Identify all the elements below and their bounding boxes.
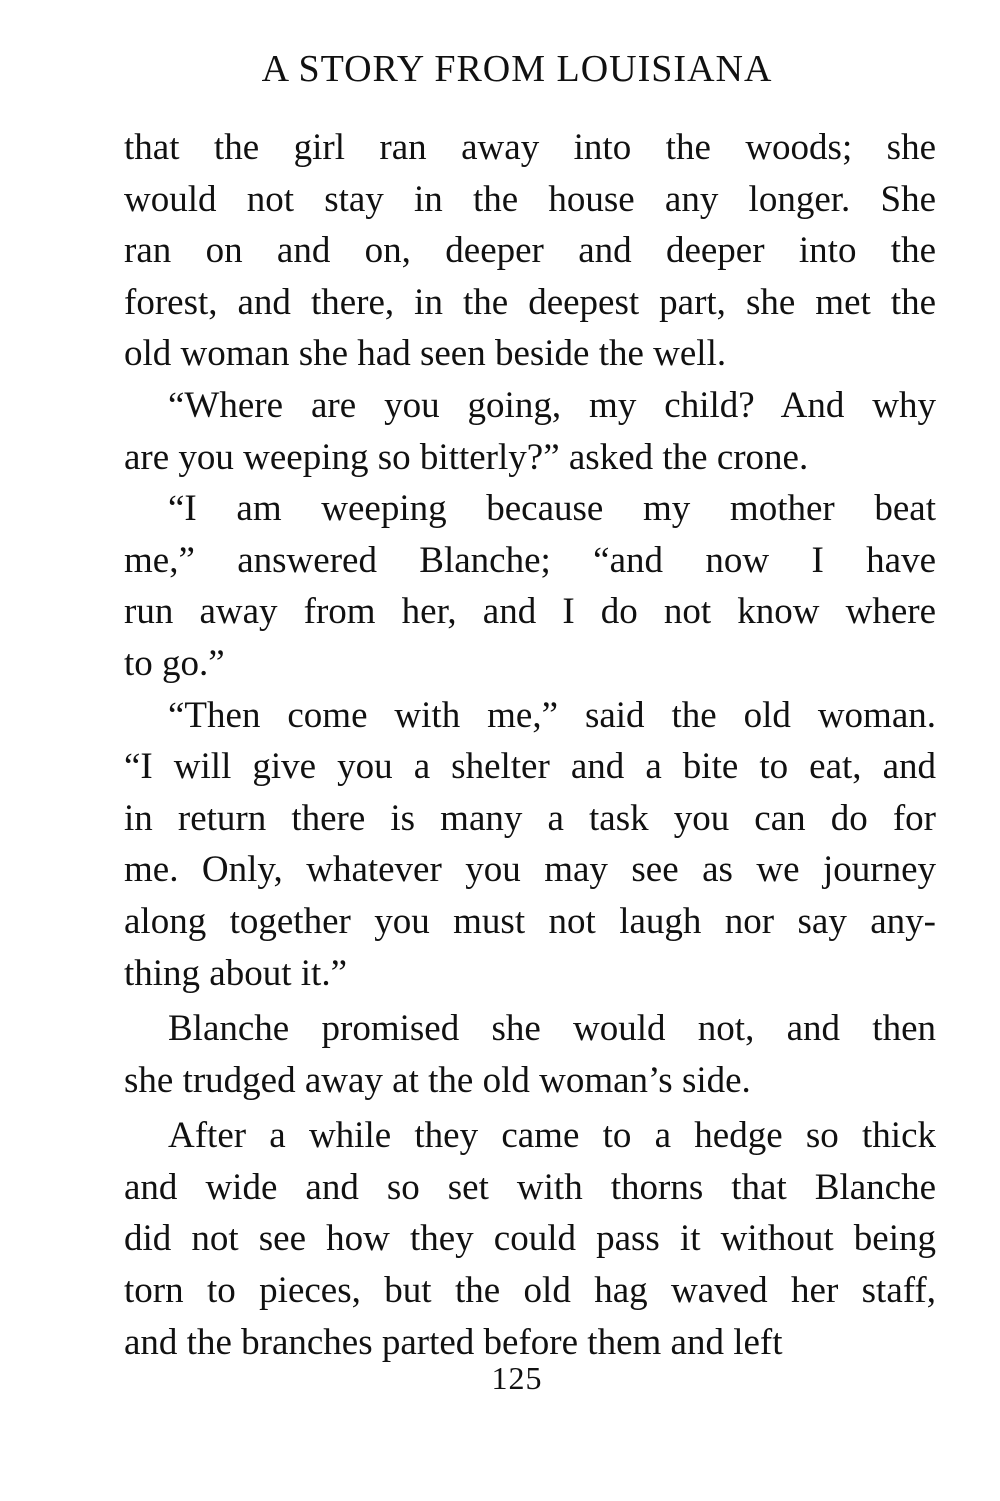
- text-line: along together you must not laugh nor say any-: [124, 900, 936, 942]
- paragraph: [124, 483, 936, 689]
- text-line: “Then come with me,” said the old woman.: [168, 694, 936, 736]
- text-line: in return there is many a task you can do for: [124, 797, 936, 839]
- text-line: to go.”: [124, 642, 225, 684]
- text-line: “Where are you going, my child? And why: [168, 384, 936, 426]
- text-line: and the branches parted before them and left: [124, 1321, 783, 1363]
- text-line: Blanche promised she would not, and then: [168, 1008, 936, 1050]
- text-line: run away from her, and I do not know where: [124, 591, 936, 633]
- text-line: After a while they came to a hedge so thick: [168, 1115, 936, 1157]
- text-line: would not stay in the house any longer. She: [124, 178, 936, 220]
- text-line: old woman she had seen beside the well.: [124, 333, 727, 375]
- text-line: thing about it.”: [124, 952, 347, 994]
- paragraph: [124, 690, 936, 1000]
- text-line: me,” answered Blanche; “and now I have: [124, 539, 936, 581]
- text-line: are you weeping so bitterly?” asked the crone.: [124, 436, 809, 478]
- text-line: torn to pieces, but the old hag waved her staff,: [124, 1270, 936, 1312]
- text-line: did not see how they could pass it without being: [124, 1218, 936, 1260]
- text-line: she trudged away at the old woman’s side.: [124, 1059, 751, 1101]
- paragraph: [124, 380, 936, 483]
- text-line: that the girl ran away into the woods; she: [124, 127, 936, 168]
- page-number: 125: [491, 1360, 543, 1396]
- paragraph: [124, 1003, 936, 1106]
- text-line: “I will give you a shelter and a bite to eat, and: [124, 746, 936, 788]
- paragraph: [124, 122, 936, 380]
- running-head: A STORY FROM LOUISIANA: [261, 48, 773, 90]
- text-line: “I am weeping because my mother beat: [168, 488, 936, 530]
- text-line: ran on and on, deeper and deeper into the: [124, 230, 936, 272]
- body-text: [124, 122, 936, 1368]
- text-line: and wide and so set with thorns that Blanche: [124, 1166, 936, 1208]
- text-line: forest, and there, in the deepest part, she met the: [124, 281, 936, 323]
- text-line: me. Only, whatever you may see as we journey: [124, 849, 936, 891]
- paragraph: [124, 1110, 936, 1368]
